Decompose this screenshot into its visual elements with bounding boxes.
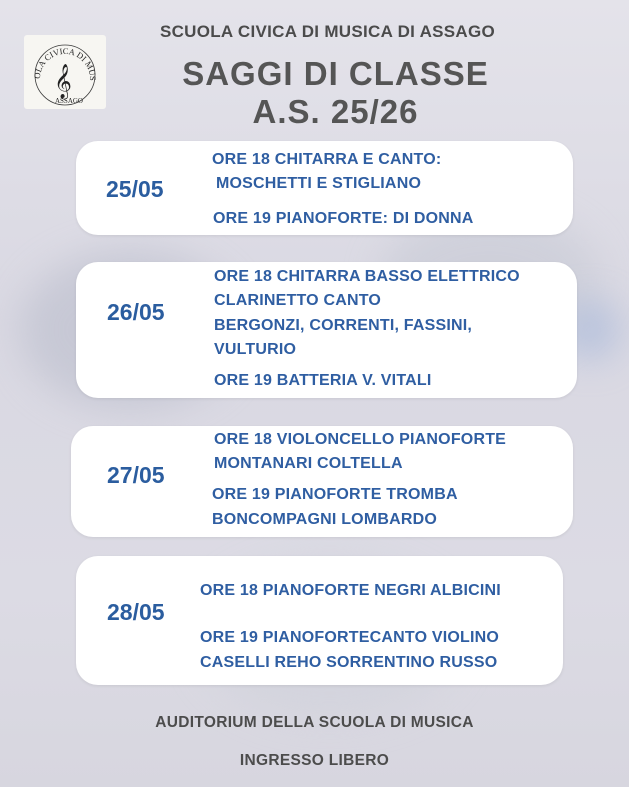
event-line: VULTURIO bbox=[214, 341, 297, 358]
treble-clef-icon: 𝄞 bbox=[54, 64, 72, 99]
event-line: ORE 19 BATTERIA V. VITALI bbox=[214, 372, 432, 389]
event-line: ORE 18 CHITARRA E CANTO: bbox=[212, 151, 442, 168]
event-date: 28/05 bbox=[107, 599, 165, 625]
event-line: ORE 18 PIANOFORTE NEGRI ALBICINI bbox=[200, 582, 501, 599]
event-date: 27/05 bbox=[107, 462, 165, 488]
event-line: ORE 19 PIANOFORTECANTO VIOLINO bbox=[200, 629, 500, 646]
logo-text-top: OLA CIVICA DI MUS bbox=[31, 45, 99, 81]
event-date: 25/05 bbox=[106, 176, 164, 202]
event-line: MONTANARI COLTELLA bbox=[214, 455, 403, 472]
venue-text: AUDITORIUM DELLA SCUOLA DI MUSICA bbox=[155, 714, 474, 731]
event-line: ORE 18 VIOLONCELLO PIANOFORTE bbox=[214, 431, 507, 448]
event-line: CLARINETTO CANTO bbox=[214, 292, 382, 309]
event-card bbox=[76, 262, 577, 398]
event-line: MOSCHETTI E STIGLIANO bbox=[216, 175, 422, 192]
event-date: 26/05 bbox=[107, 299, 165, 325]
page-title: SAGGI DI CLASSE bbox=[182, 55, 489, 92]
school-name: SCUOLA CIVICA DI MUSICA DI ASSAGO bbox=[159, 22, 496, 41]
event-line: ORE 19 PIANOFORTE: DI DONNA bbox=[213, 210, 474, 227]
event-line: BERGONZI, CORRENTI, FASSINI, bbox=[214, 317, 473, 334]
entry-text: INGRESSO LIBERO bbox=[239, 752, 390, 769]
event-line: ORE 19 PIANOFORTE TROMBA bbox=[212, 486, 458, 503]
logo-text-bottom: ASSAGO bbox=[54, 97, 84, 105]
event-line: BONCOMPAGNI LOMBARDO bbox=[212, 511, 438, 528]
page-subtitle: A.S. 25/26 bbox=[252, 93, 419, 130]
event-card bbox=[76, 556, 563, 685]
event-line: CASELLI REHO SORRENTINO RUSSO bbox=[200, 654, 498, 671]
event-line: ORE 18 CHITARRA BASSO ELETTRICO bbox=[214, 268, 520, 285]
event-card bbox=[76, 141, 573, 235]
event-card bbox=[71, 426, 573, 537]
